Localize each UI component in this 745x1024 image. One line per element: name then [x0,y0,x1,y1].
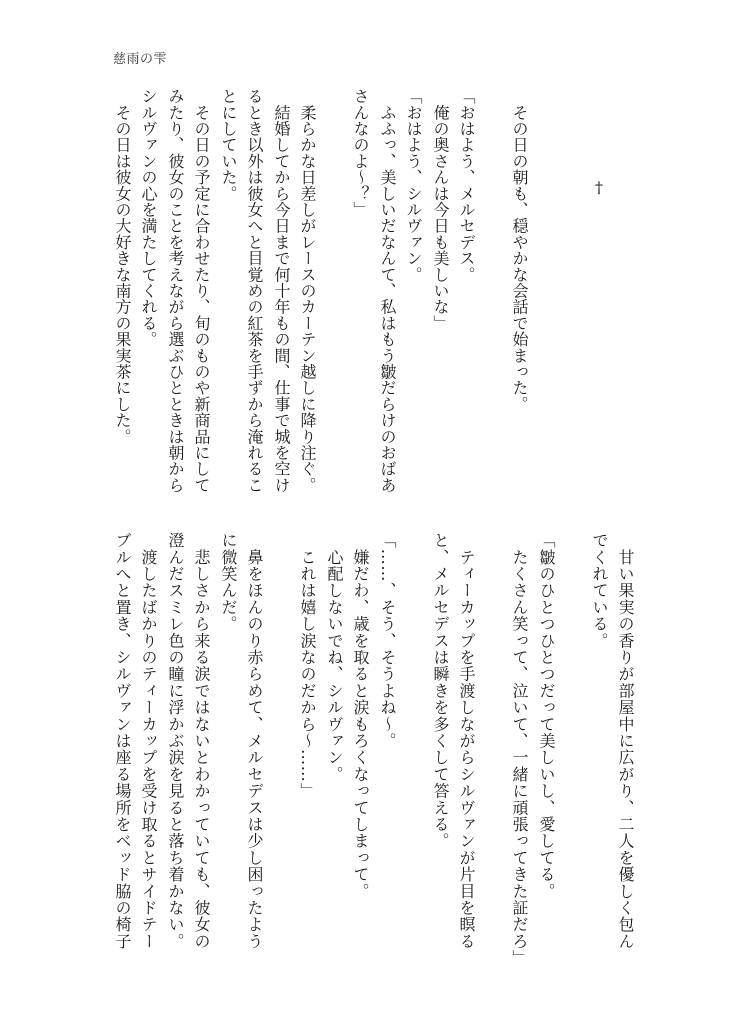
text-line: 「おはよう、シルヴァン。 [404,88,423,283]
text-line: ティーカップを手渡しながらシルヴァンが片目を瞑る [457,532,476,950]
text-line: さんなのよ～？」 [351,88,370,218]
text-line: 嫌だわ、歳を取ると涙もろくなってしまって。 [351,532,370,900]
text-line: 柔らかな日差しがレースのカーテン越しに降り注ぐ。 [298,88,317,493]
text-line: その日は彼女の大好きな南方の果実茶にした。 [113,88,132,445]
text-line: ブルへと置き、シルヴァンは座る場所をベッド脇の椅子 [113,532,132,950]
section-break-dagger: † [595,178,603,197]
text-line: たくさん笑って、泣いて、一緒に頑張ってきた証だろ」 [510,532,529,967]
text-line: とにしていた。 [219,88,238,202]
text-line: その日の朝も、穏やかな会話で始まった。 [510,88,529,412]
text-line: その日の予定に合わせたり、旬のものや新商品にして [192,88,211,493]
text-line: 鼻をほんのり赤らめて、メルセデスは少し困ったよう [245,532,264,950]
text-line: 悲しさから来る涙ではないとわかっていても、彼女の [192,532,211,950]
text-line: と、メルセデスは瞬きを多くして答える。 [431,532,450,850]
text-line: でくれている。 [590,532,609,649]
text-line: 「……、そう、そうよね～。 [378,532,397,750]
text-line: 甘い果実の香りが部屋中に広がり、二人を優しく包ん [616,532,635,950]
text-line: ふふっ、美しいだなんて、私はもう皺だらけのおばあ [378,88,397,493]
text-line: シルヴァンの心を満たしてくれる。 [139,88,158,348]
text-line: るとき以外は彼女へと目覚めの紅茶を手ずから淹れるこ [245,88,264,493]
text-line: 結婚してから今日まで何十年もの間、仕事で城を空け [272,88,291,493]
text-line: 澄んだスミレ色の瞳に浮かぶ涙を見ると落ち着かない。 [166,532,185,950]
text-line: これは嬉し涙なのだから～……」 [298,532,317,800]
text-line: 心配しないでね、シルヴァン。 [325,532,344,783]
running-title: 慈雨の雫 [113,52,168,67]
text-line: みたり、彼女のことを考えながら選ぶひとときは朝から [166,88,185,493]
text-line: 「皺のひとつひとつだって美しいし、愛してる。 [537,532,556,900]
text-line: 渡したばかりのティーカップを受け取るとサイドテー [139,532,158,950]
text-line: 俺の奥さんは今日も美しいな」 [431,88,450,331]
text-line: 「おはよう、メルセデス。 [457,88,476,283]
text-line: に微笑んだ。 [219,532,238,633]
